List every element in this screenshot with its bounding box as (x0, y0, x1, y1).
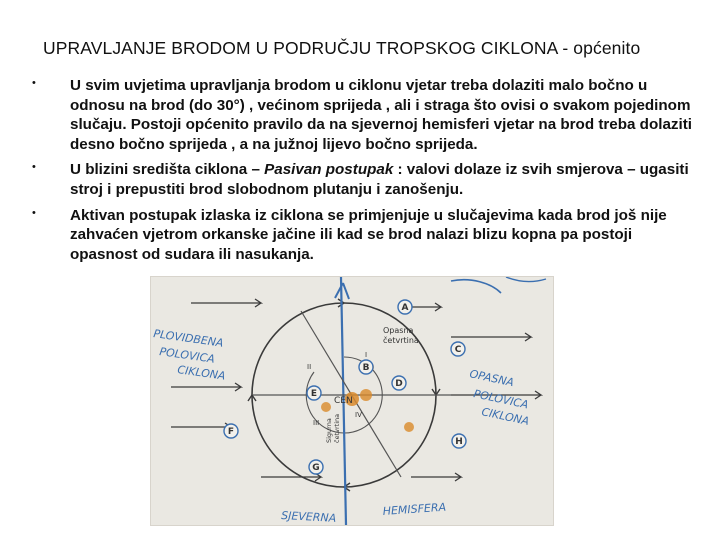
safe-quadrant-label-2: četvrtina (333, 413, 341, 443)
bullet-text (70, 160, 694, 199)
slide-title: UPRAVLJANJE BRODOM U PODRUČJU TROPSKOG CIKLONA - općenito (43, 38, 641, 58)
handwritten-left-1: PLOVIDBENA (152, 327, 225, 350)
position-label-c: C (454, 345, 462, 355)
bullet-text-end: : valovi dolaze iz svih smjerova – ugasiti stroj i prepustiti brod slobodnom plutanju i zanošenju. (70, 161, 689, 198)
handwritten-right-3: CIKLONA (480, 405, 531, 428)
quadrant-numeral: IV (355, 411, 362, 419)
pen-stroke (506, 277, 546, 282)
wind-arrow (191, 299, 261, 307)
wind-arrow (171, 423, 231, 431)
wind-arrow (261, 473, 321, 481)
bullet-marker: • (32, 161, 36, 174)
position-label-g: G (312, 463, 320, 473)
position-label-h: H (455, 437, 463, 447)
wind-arrow (171, 383, 241, 391)
bullet-text: Aktivan postupak izlaska iz ciklona se primjenjuje u slučajevima kada brod još nije zahvaćen vjetrom orkanske jačine ili kad se brod nalazi blizu kopna pa postoji opasnost od sudara ili nasukanja. (70, 206, 667, 263)
dangerous-quadrant-label: Opasna (383, 326, 414, 335)
cyclone-diagram-photo (150, 276, 554, 526)
quadrant-numeral: II (307, 363, 312, 371)
handwritten-right-2: POLOVICA (472, 387, 530, 412)
quadrant-numeral: I (365, 351, 368, 359)
track-arrowhead (343, 283, 349, 299)
ship-position-marker (321, 402, 331, 412)
quadrant-numeral: III (313, 419, 320, 427)
position-label-a: A (401, 303, 409, 313)
handwritten-right-1: OPASNA (468, 367, 516, 390)
position-label-b: B (362, 363, 370, 373)
handwritten-bottom-1: SJEVERNA (280, 509, 337, 525)
position-label-e: E (310, 389, 318, 399)
ship-position-marker (404, 422, 414, 432)
bullet-text-start: U blizini središta ciklona – (70, 161, 265, 179)
wind-arrow (411, 473, 461, 481)
bullet-marker: • (32, 77, 36, 89)
bullet-item-1 (26, 76, 694, 154)
position-label-f: F (227, 427, 235, 437)
position-label-d: D (395, 379, 403, 389)
bullet-item-3 (26, 206, 694, 265)
handwritten-left-2: POLOVICA (158, 345, 216, 366)
pen-stroke (451, 280, 501, 293)
cyclone-center-label: CEN (334, 396, 353, 406)
bullet-marker: • (32, 206, 36, 219)
bullet-emphasis: Pasivan postupak (264, 161, 394, 179)
ship-position-marker (360, 389, 372, 401)
dangerous-quadrant-label-2: četvrtina (383, 336, 419, 345)
cyclone-diagram-svg (151, 277, 553, 525)
handwritten-left-3: CIKLONA (176, 363, 227, 383)
bullet-list (26, 76, 694, 270)
safe-quadrant-label: Sigurna (325, 418, 333, 443)
wind-arrow (451, 333, 531, 341)
handwritten-bottom-2: HEMISFERA (382, 500, 447, 518)
bullet-text: U svim uvjetima upravljanja brodom u ciklonu vjetar treba dolaziti malo bočno u odnosu na brod (do 30°) , većinom sprijeda , ali i straga što ovisi o svakom pojedinom slučaju. Postoji općenito pravilo da na sjevernoj hemisferi vjetar na brod treba dolaziti desno bočno sprijeda , a na južnoj lijevo bočno sprijeda. (70, 77, 692, 153)
bullet-item-2 (26, 160, 694, 199)
